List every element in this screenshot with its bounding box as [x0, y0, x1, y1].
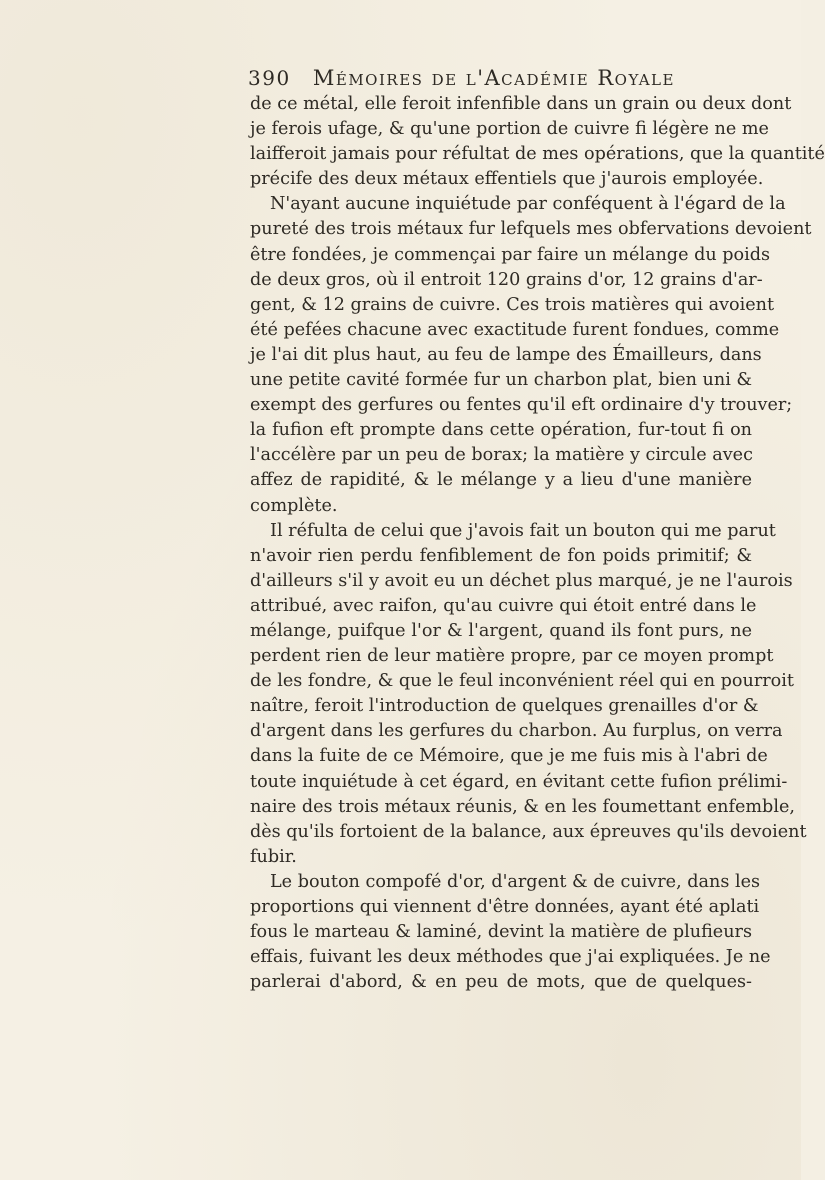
text-line: effais, fuivant les deux méthodes que j'ai expliquées. Je ne [250, 947, 771, 968]
text-line: proportions qui viennent d'être données, ayant été aplati [250, 897, 760, 917]
text-line: précife des deux métaux effentiels que j'aurois employée. [250, 169, 764, 190]
text-line: affez de rapidité, & le mélange y a lieu d'une manière [250, 470, 752, 491]
text-line: de deux gros, où il entroit 120 grains d'or, 12 grains d'ar- [250, 269, 763, 290]
text-line: exempt des gerfures ou fentes qu'il eft ordinaire d'y trouver; [250, 395, 793, 416]
text-line: d'ailleurs s'il y avoit eu un déchet plus marqué, je ne l'aurois [250, 570, 793, 591]
text-line: mélange, puifque l'or & l'argent, quand ils font purs, ne [250, 620, 752, 641]
text-line: toute inquiétude à cet égard, en évitant cette fufion prélimi- [250, 771, 788, 792]
text-line: Le bouton compofé d'or, d'argent & de cuivre, dans les [270, 871, 761, 892]
text-line: N'ayant aucune inquiétude par conféquent à l'égard de la [270, 194, 786, 215]
text-line: d'argent dans les gerfures du charbon. Au furplus, on verra [250, 721, 783, 742]
text-line: dès qu'ils fortoient de la balance, aux épreuves qu'ils devoient [250, 821, 807, 842]
running-head: Mémoires de l'Académie Royale [312, 66, 675, 90]
text-line: parlerai d'abord, & en peu de mots, que de quelques- [250, 972, 752, 993]
text-line: pureté des trois métaux fur lefquels mes obfervations devoient [250, 219, 812, 240]
text-line: naître, feroit l'introduction de quelques grenailles d'or & [250, 696, 759, 717]
text-line: être fondées, je commençai par faire un mélange du poids [250, 244, 771, 265]
text-line: naire des trois métaux réunis, & en les foumettant enfemble, [250, 796, 795, 817]
text-line: perdent rien de leur matière propre, par ce moyen prompt [250, 646, 774, 667]
text-line: je l'ai dit plus haut, au feu de lampe des Émailleurs, dans [250, 344, 762, 365]
text-line: gent, & 12 grains de cuivre. Ces trois matières qui avoient [250, 294, 775, 315]
text-line: été pefées chacune avec exactitude furent fondues, comme [250, 319, 780, 340]
text-line: l'accélère par un peu de borax; la matière y circule avec [250, 445, 753, 466]
text-line: une petite cavité formée fur un charbon plat, bien uni & [250, 370, 753, 391]
text-line: attribué, avec raifon, qu'au cuivre qui étoit entré dans le [250, 595, 757, 616]
text-line: la fufion eft prompte dans cette opération, fur-tout fi on [250, 420, 752, 441]
text-line: je ferois ufage, & qu'une portion de cuivre fi légère ne me [250, 119, 769, 140]
text-line: dans la fuite de ce Mémoire, que je me fuis mis à l'abri de [250, 746, 768, 767]
text-line: de ce métal, elle feroit infenfible dans un grain ou deux dont [250, 94, 792, 114]
text-line: de les fondre, & que le feul inconvénient réel qui en pourroit [250, 671, 794, 692]
text-line: complète. [250, 495, 338, 516]
text-line: Il réfulta de celui que j'avois fait un bouton qui me parut [270, 520, 776, 541]
text-line: n'avoir rien perdu fenfiblement de fon poids primitif; & [250, 545, 752, 566]
text-line: fous le marteau & laminé, devint la matière de plufieurs [250, 922, 752, 943]
page-number: 390 [248, 66, 291, 90]
text-line: fubir. [250, 846, 297, 867]
text-line: laifferoit jamais pour réfultat de mes opérations, que la quantité [250, 144, 825, 165]
body-text [250, 92, 825, 995]
